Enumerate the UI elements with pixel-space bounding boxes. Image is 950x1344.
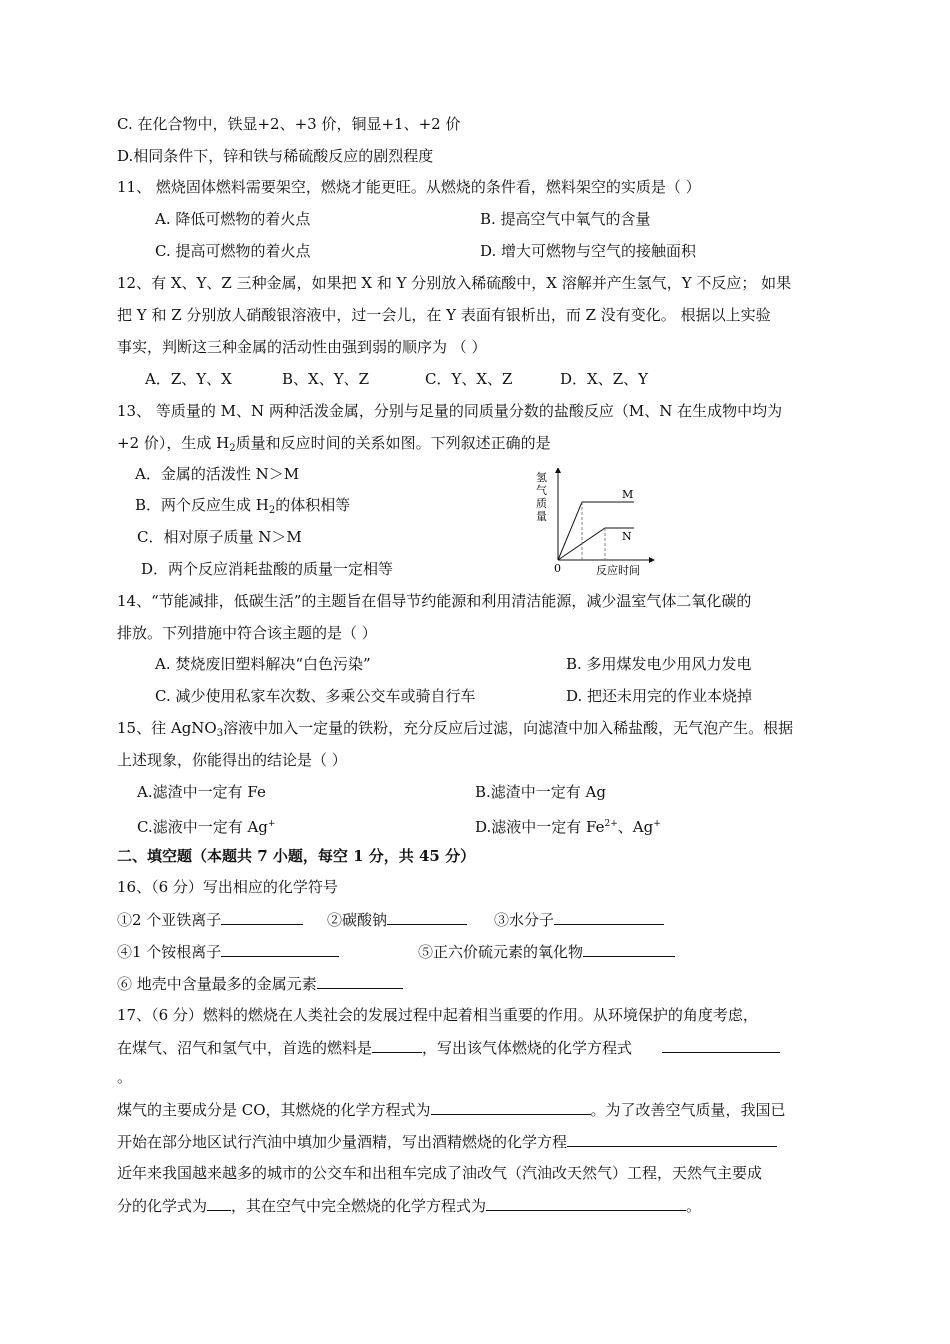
q17-stem-line2: 在煤气、沼气和氢气中，首选的燃料是 ，写出该气体燃烧的化学方程式 xyxy=(117,1037,780,1058)
q13-graph-ylabel-4: 量 xyxy=(536,510,547,523)
q16-item-4: ④1 个铵根离子 xyxy=(117,941,339,962)
q16-item-2: ②碳酸钠 xyxy=(327,909,467,930)
q17-period: 。 xyxy=(117,1068,133,1086)
q13-stem-line1: 13、 等质量的 M、N 两种活泼金属，分别与足量的同质量分数的盐酸反应（M、N 在生成物中均为 xyxy=(117,402,783,420)
q15-option-a: A.滤渣中一定有 Fe xyxy=(137,783,266,801)
q12-stem-line1: 12、有 X、Y、Z 三种金属，如果把 X 和 Y 分别放入稀硫酸中，X 溶解并产生氢气，Y 不反应； 如果 xyxy=(117,274,792,292)
q17-blank-ethanol-equation[interactable] xyxy=(567,1131,777,1147)
q15-stem-line1: 15、往 AgNO$_3$溶液中加入一定量的铁粉，充分反应后过滤，向滤渣中加入稀盐酸，无气泡产生。根据 xyxy=(117,719,794,739)
q10-option-c: C. 在化合物中，铁显+2、+3 价，铜显+1、+2 价 xyxy=(117,115,461,133)
q17-stem-line6: 近年来我国越来越多的城市的公交车和出租车完成了油改气（汽油改天然气）工程，天然气主要成 xyxy=(117,1164,763,1182)
q13-graph-origin: 0 xyxy=(554,562,561,575)
q13-graph-label-n: N xyxy=(622,530,632,543)
q13-graph-ylabel-1: 氢 xyxy=(536,471,547,484)
q11-option-a: A. 降低可燃物的着火点 xyxy=(155,210,311,228)
q13-option-b: B．两个反应生成 $H_2$的体积相等 xyxy=(135,496,351,516)
q13-hydrogen-graph xyxy=(530,468,660,580)
q17-blank-fuel[interactable] xyxy=(372,1037,422,1053)
q12-stem-line3: 事实，判断这三种金属的活动性由强到弱的顺序为 （ ） xyxy=(117,338,487,356)
q14-stem-line1: 14、“节能减排，低碳生活”的主题旨在倡导节约能源和利用清洁能源，减少温室气体二氧化碳的 xyxy=(117,592,752,610)
q16-blank-5[interactable] xyxy=(583,941,675,957)
q12-option-a: A．Z、Y、X xyxy=(145,370,232,388)
q16-blank-6[interactable] xyxy=(317,973,403,989)
q17-blank-formula[interactable] xyxy=(207,1195,231,1211)
q12-option-b: B、X、Y、Z xyxy=(282,370,370,388)
q16-blank-1[interactable] xyxy=(221,909,303,925)
q13-option-a: A．金属的活泼性 N＞M xyxy=(135,465,300,483)
q17-blank-co-equation[interactable] xyxy=(431,1099,591,1115)
q14-option-c: C. 减少使用私家车次数、多乘公交车或骑自行车 xyxy=(155,687,476,705)
q13-stem-line2: +2 价），生成 $H_2$质量和反应时间的关系如图。下列叙述正确的是 xyxy=(117,434,551,454)
q12-option-c: C．Y、X、Z xyxy=(425,370,513,388)
q12-option-d: D．X、Z、Y xyxy=(560,370,649,388)
q17-stem-line1: 17、（6 分）燃料的燃烧在人类社会的发展过程中起着相当重要的作用。从环境保护的角度考虑， xyxy=(117,1006,758,1024)
q17-blank-methane-equation[interactable] xyxy=(486,1195,686,1211)
q14-option-d: D. 把还未用完的作业本烧掉 xyxy=(566,687,753,705)
q16-blank-3[interactable] xyxy=(554,909,664,925)
q17-stem-line5: 开始在部分地区试行汽油中填加少量酒精，写出酒精燃烧的化学方程 xyxy=(117,1131,777,1152)
q14-option-b: B. 多用煤发电少用风力发电 xyxy=(566,655,752,673)
q16-item-3: ③水分子 xyxy=(494,909,664,930)
q13-option-c: C．相对原子质量 N＞M xyxy=(137,528,302,546)
q13-graph-label-m: M xyxy=(622,488,634,501)
q11-option-c: C. 提高可燃物的着火点 xyxy=(155,242,311,260)
q16-blank-4[interactable] xyxy=(221,941,339,957)
q13-graph-ylabel-2: 气 xyxy=(536,484,547,497)
q17-blank-equation-1[interactable] xyxy=(662,1037,780,1053)
q17-stem-line4: 煤气的主要成分是 CO，其燃烧的化学方程式为 。为了改善空气质量，我国已 xyxy=(117,1101,786,1119)
q16-stem: 16、（6 分）写出相应的化学符号 xyxy=(117,878,338,896)
q13-graph-xlabel: 反应时间 xyxy=(596,564,640,577)
q11-stem: 11、 燃烧固体燃料需要架空，燃烧才能更旺。从燃烧的条件看，燃料架空的实质是（ ） xyxy=(117,178,701,196)
q16-item-1: ①2 个亚铁离子 xyxy=(117,909,303,930)
q13-graph-ylabel-3: 质 xyxy=(536,497,547,510)
q15-option-b: B.滤渣中一定有 Ag xyxy=(475,783,606,801)
section2-title: 二、填空题（本题共 7 小题，每空 1 分，共 45 分） xyxy=(117,847,476,865)
q12-stem-line2: 把 Y 和 Z 分别放人硝酸银溶液中，过一会儿，在 Y 表面有银析出，而 Z 没有变化。 根据以上实验 xyxy=(117,306,771,324)
q14-stem-line2: 排放。下列措施中符合该主题的是（ ） xyxy=(117,624,377,642)
q15-stem-line2: 上述现象，你能得出的结论是（ ） xyxy=(117,751,347,769)
q17-stem-line7: 分的化学式为 ，其在空气中完全燃烧的化学方程式为 。 xyxy=(117,1197,702,1215)
q13-option-d: D．两个反应消耗盐酸的质量一定相等 xyxy=(141,560,394,578)
q15-option-d: D.滤液中一定有 $Fe^{2+}$、Ag+ xyxy=(475,818,661,836)
q16-item-5: ⑤正六价硫元素的氧化物 xyxy=(418,941,675,962)
q14-option-a: A. 焚烧废旧塑料解决“白色污染” xyxy=(155,655,371,673)
q16-item-6: ⑥ 地壳中含量最多的金属元素 xyxy=(117,973,403,994)
q11-option-b: B. 提高空气中氧气的含量 xyxy=(480,210,651,228)
q16-blank-2[interactable] xyxy=(387,909,467,925)
q10-option-d: D.相同条件下，锌和铁与稀硫酸反应的剧烈程度 xyxy=(117,147,434,165)
q15-option-c: C.滤液中一定有 Ag+ xyxy=(137,818,276,836)
q11-option-d: D. 增大可燃物与空气的接触面积 xyxy=(480,242,697,260)
